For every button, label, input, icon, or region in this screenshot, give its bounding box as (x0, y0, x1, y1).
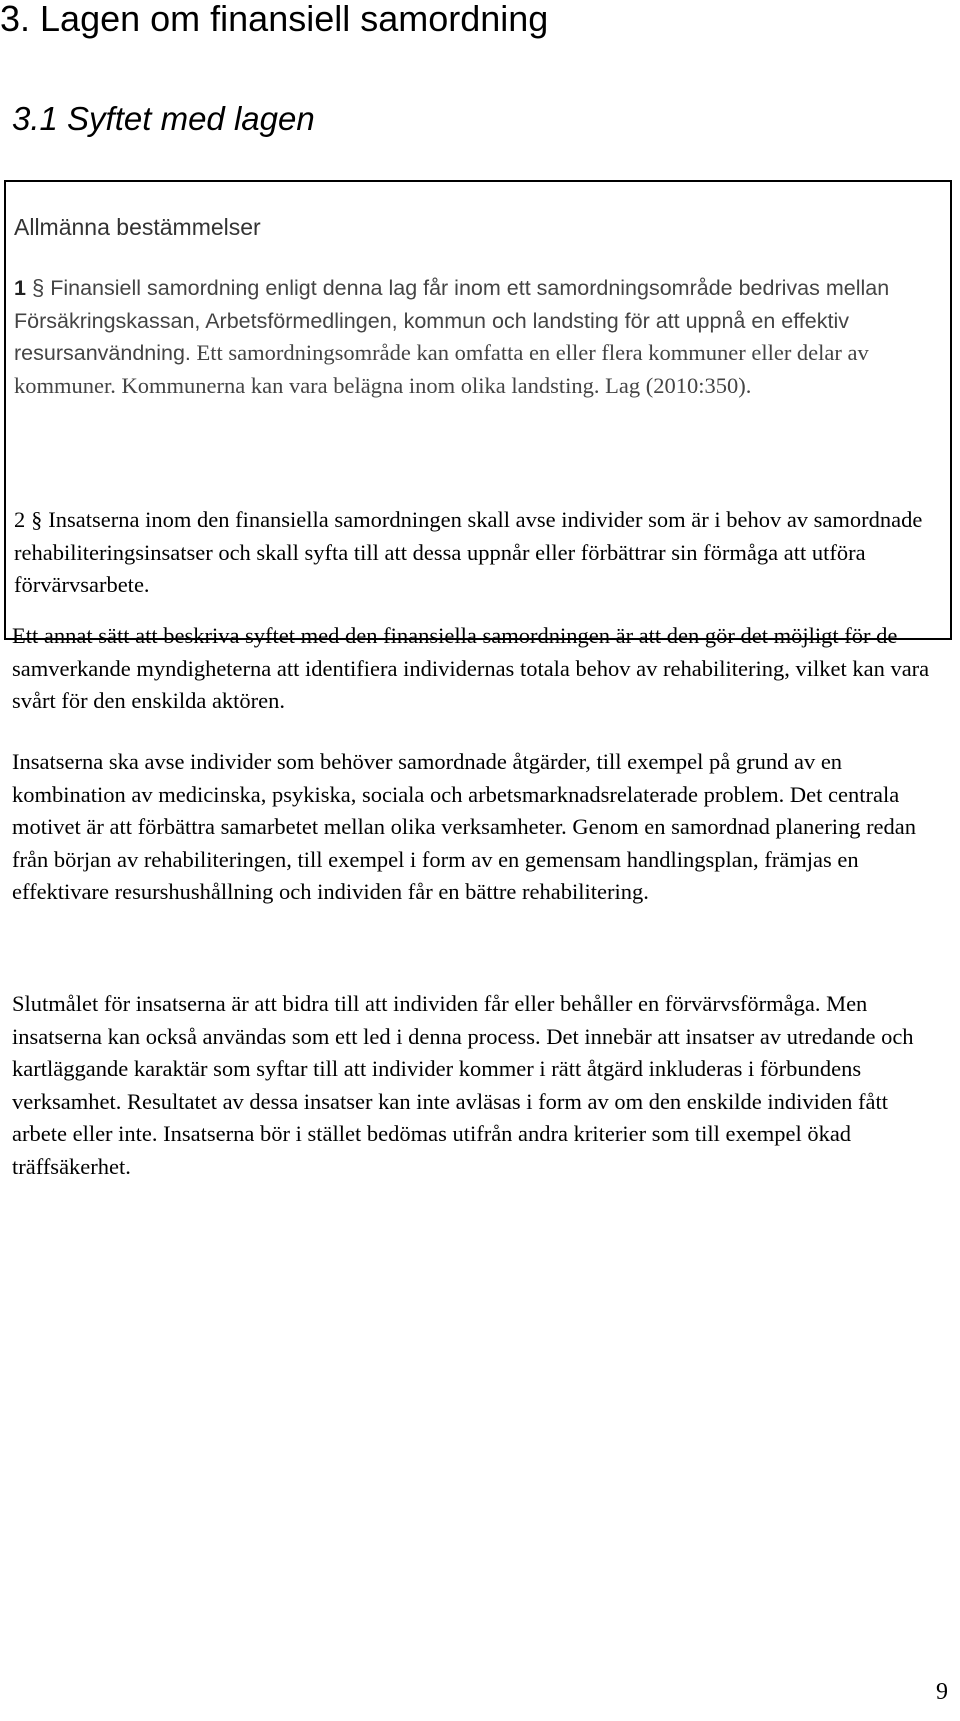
paragraph-symbol-icon: § (31, 507, 43, 532)
law-section-1 (14, 272, 934, 402)
body-paragraph: Slutmålet för insatserna är att bidra till att individen får eller behåller en förvärvsförmåga. Men insatserna kan också användas som ett led i denna process. Det innebär att insatser av utredande och kartläggande karaktär som syftar till att individer kommer i rätt åtgärd inkluderas i förbundens verksamhet. Resultatet av dessa insatser kan inte avläsas i form av om den enskilde individen fått arbete eller inte. Insatserna bör i stället bedömas utifrån andra kriterier som till exempel ökad träffsäkerhet. (12, 991, 914, 1179)
section-1-text: Finansiell samordning enligt denna lag får inom ett samordningsområde bedrivas mellan Försäkringskassan, Arbetsförmedlingen, kommun och landsting för att uppnå en effektiv resursanvändning. (14, 276, 890, 365)
body-paragraph: Ett annat sätt att beskriva syftet med den finansiella samordningen är att den gör det möjligt för de samverkande myndigheterna att identifiera individernas totala behov av rehabilitering, vilket kan vara svårt för den enskilda aktören. (12, 623, 930, 713)
box-title: Allmänna bestämmelser (14, 214, 261, 240)
page-title: 3. Lagen om finansiell samordning (0, 0, 549, 39)
law-excerpt-box (4, 180, 952, 640)
section-number: 1 (14, 276, 26, 300)
page-number: 9 (936, 1679, 948, 1705)
section-2-text: Insatserna inom den finansiella samordningen skall avse individer som är i behov av samordnade rehabiliteringsinsatser och skall syfta till att dessa uppnår eller förbättrar sin förmåga att utföra förvärvsarbete. (14, 507, 923, 597)
section-1-text-cont: Ett samordningsområde kan omfatta en eller flera kommuner eller delar av kommuner. Kommunerna kan vara belägna inom olika landsting. Lag (2010:350). (14, 340, 869, 398)
section-number: 2 (14, 507, 26, 532)
paragraph-symbol-icon: § (31, 275, 45, 300)
body-paragraph: Insatserna ska avse individer som behöver samordnade åtgärder, till exempel på grund av en kombination av medicinska, psykiska, sociala och arbetsmarknadsrelaterade problem. Det centrala motivet är att förbättra samarbetet mellan olika verksamheter. Genom en samordnad planering redan från början av rehabiliteringen, till exempel i form av en gemensam handlingsplan, främjas en effektivare resurshushållning och individen får en bättre rehabilitering. (12, 749, 917, 904)
law-section-2 (14, 504, 939, 602)
section-subtitle: 3.1 Syftet med lagen (12, 100, 315, 137)
